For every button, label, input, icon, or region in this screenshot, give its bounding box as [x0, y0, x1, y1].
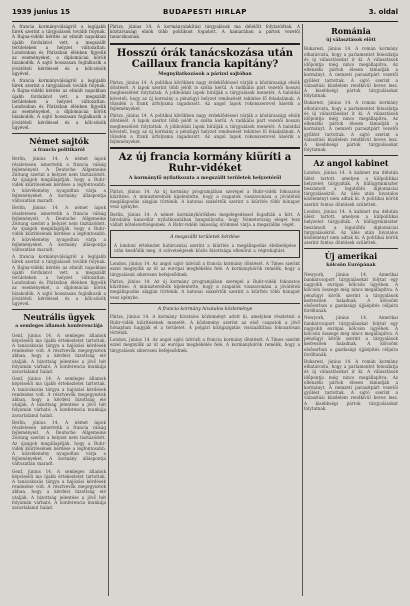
- article-subheadline: Megnyilatkozások a párizsi sajtóban: [158, 71, 252, 77]
- article-headline: Neutrális ügyek: [23, 312, 95, 323]
- divider: [110, 185, 300, 186]
- article-subheadline: a semleges államok konferenciája: [15, 324, 103, 330]
- article-text: Bukarest, június 14. A román kormány elhatározta, hogy a parlamentet feloszlatja és új választásokat ír ki. A választások időpontja még nincs megállapítva. Az ellenzéki pártok élesen támadják a kormányt. A nemzeti parasztpárt vezetői gyűlést tartottak. A sajtó szerint a választási küzdelem rendkívül heves lesz. A kisebbségi pártok tárgyalásokat folytatnak.: [304, 100, 398, 153]
- article-headline: Az új francia kormány kiüríti a Ruhr-vidéket: [118, 152, 292, 175]
- header-date: 1939 junius 15: [12, 8, 71, 16]
- article-text: Genf, június 14. A semleges államok képviselői ma újabb értekezletet tartottak. A tanácskozás tárgya a hajózási kérdések rendezése volt. A résztvevők megegyeztek abban, hogy a kérdést bizottság elé utalják. A bizottság jelentése a jövő hét folyamán várható. A konferencia munkája zavartalanul halad.: [12, 332, 106, 374]
- article-subheadline: a francia politikáról: [33, 148, 85, 154]
- column-left: [12, 24, 106, 596]
- article-text: Genf, június 14. A semleges államok képviselői ma újabb értekezletet tartottak. A tanácskozás tárgya a hajózási kérdések rendezése volt. A résztvevők megegyeztek abban, hogy a kérdést bizottság elé utalják. A bizottság jelentése a jövő hét folyamán várható. A konferencia munkája zavartalanul halad.: [12, 376, 106, 418]
- article-text: Párizs, június 14. A politikai körökben nagy érdeklődéssel várják a köztársasági elnök döntését. A lapok szerint több jelölt is szóba kerül. A radikális párt vezetői hosszú megbeszélést folytattak. A jobboldali lapok bírálják a tárgyalások menetét. A baloldal követeli, hogy az új kormány a pénzügyi helyzet rendezését tekintse fő feladatának. A tőzsdén a frank árfolyama ingadozott. Az angol lapok rokonszenvvel kísérik a fejleményeket.: [110, 113, 300, 145]
- article-text: Párizs, június 14. A kormány hivatalos közleményt adott ki, amelyben részletezi a Ruhr-vidék kiürítésének menetét. A közlemény szerint az első csapatok a jövő hónapban hagyják el a területet. A polgári közigazgatás visszaállítása fokozatosan történik.: [110, 314, 300, 335]
- article-text: Berlin, június 14. A német lapok részletesen ismertetik a francia válság fejleményeit. A Deutsche Allgemeine Zeitung szerint a helyzet nem tisztázódott. Az újságok megállapítják, hogy a Ruhr-vidék kiürítésének kérdése a legfontosabb. A közvélemény nyugodtan várja a fejleményeket. A kormány álláspontja változatlan maradt.: [12, 205, 106, 252]
- article-text: London, június 14. A kabinet ma délután ülést tartott, amelyen a külpolitikai helyzetet tárgyalták. A külügyminiszter beszámolt a legutóbbi diplomáciai tárgyalásokról. Az ülés után hivatalos közleményt nem adtak ki. A politikai körök szerint fontos döntések születtek.: [304, 170, 398, 207]
- section-headline: A francia kormány hivatalos közleménye: [157, 306, 253, 312]
- column-right: [304, 24, 398, 596]
- article-text: Párizs, június 14. A politikai körökben nagy érdeklődéssel várják a köztársasági elnök döntését. A lapok szerint több jelölt is szóba kerül. A radikális párt vezetői hosszú megbeszélést folytattak. A jobboldali lapok bírálják a tárgyalások menetét. A baloldal követeli, hogy az új kormány a pénzügyi helyzet rendezését tekintse fő feladatának. A tőzsdén a frank árfolyama ingadozott. Az angol lapok rokonszenvvel kísérik a fejleményeket.: [110, 80, 300, 112]
- article-text: Genf, június 14. A semleges államok képviselői ma újabb értekezletet tartottak. A tanácskozás tárgya a hajózási kérdések rendezése volt. A résztvevők megegyeztek abban, hogy a kérdést bizottság elé utalják. A bizottság jelentése a jövő hét folyamán várható. A konferencia munkája zavartalanul halad.: [12, 468, 106, 511]
- header-rule: [12, 21, 398, 22]
- divider: [110, 147, 300, 149]
- article-headline: Német sajtók: [29, 136, 89, 147]
- article-text: Párizs, június 14. Az új kormány programjában szerepel a Ruhr-vidék fokozatos kiürítése. A miniszterelnök kijelentette, hogy a csapatok visszavonása a jóvátételi megállapodás alapján történik. A katonai szakértők szerint a kiürítés több hónapot vesz igénybe.: [110, 188, 300, 210]
- article-subheadline: A kormányfő nyilatkozata a megszállt területek helyzetéről: [128, 176, 282, 182]
- box-headline: A megszállt területek kérdése: [170, 235, 240, 241]
- article-text: A francia kormányválságról a legújabb hírek szerint a tárgyalások tovább folynak. A Rajna-vidéki kérdés az elmúlt napokban újabb fordulatot vett, a megszállt területeken a helyzet változatlan. Londonban és Párizsban élénken figyelik az eseményeket, a diplomáciai körök bizakodók. A sajtó hosszasan foglalkozik a jóvátételi kérdéssel és a kölcsönök ügyével.: [12, 24, 106, 76]
- column-center: [110, 24, 300, 596]
- article-headline: Hosszú órák tanácskozása után Caillaux francia kapitány?: [116, 47, 294, 70]
- article-text: Bukarest, június 14. A román kormány elhatározta, hogy a parlamentet feloszlatja és új választásokat ír ki. A választások időpontja még nincs megállapítva. Az ellenzéki pártok élesen támadják a kormányt. A nemzeti parasztpárt vezetői gyűlést tartottak. A sajtó szerint a választási küzdelem rendkívül heves lesz. A kisebbségi pártok tárgyalásokat folytatnak.: [304, 46, 398, 99]
- article-text: London, június 14. A kabinet ma délután ülést tartott, amelyen a külpolitikai helyzetet tárgyalták. A külügyminiszter beszámolt a legutóbbi diplomáciai tárgyalásokról. Az ülés után hivatalos közleményt nem adtak ki. A politikai körök szerint fontos döntések születtek.: [304, 208, 398, 246]
- article-text: London, június 14. Az angol sajtó üdvözli a francia kormány döntését. A Times szerint ezzel megnyílik az út az európai megbékélés felé. A kormánykörök remélik, hogy a tárgyalások sikeresen befejeződnek.: [110, 337, 300, 353]
- article-text: Berlin, június 14. A német lapok részletesen ismertetik a francia válság fejleményeit. A Deutsche Allgemeine Zeitung szerint a helyzet nem tisztázódott. Az újságok megállapítják, hogy a Ruhr-vidék kiürítésének kérdése a legfontosabb. A közvélemény nyugodtan várja a fejleményeket. A kormány álláspontja változatlan maradt.: [12, 156, 106, 204]
- header-paper-title: BUDAPESTI HIRLAP: [163, 8, 247, 16]
- article-text: Newyork, június 14. Amerikai bankárcsoport tárgyalásokat folytat egy nagyobb európai kölcsön ügyében. A kölcsön összege még nincs megállapítva. A pénzügyi körök szerint a tárgyalások kedvezően haladnak. A kölcsönt elsősorban a gazdasági újjáépítés céljaira fordítanák.: [304, 271, 398, 314]
- article-subheadline: kölcsön Európának: [326, 263, 376, 269]
- page-header: [12, 6, 398, 20]
- divider: [110, 43, 300, 45]
- boxed-notice: [110, 230, 300, 258]
- article-headline: Románia: [331, 26, 371, 36]
- divider: [304, 155, 398, 156]
- divider: [12, 133, 106, 134]
- divider: [110, 303, 300, 304]
- box-text: A londoni értekezlet határozatai szerint a kiürítés a megállapodás életbelépése után kezdődik meg. A szövetségesek közös bizottsága ellenőrzi a végrehajtást.: [114, 242, 296, 254]
- article-text: Berlin, június 14. A német kormánykörökben megelégedéssel fogadták a hírt. A birodalmi kancellár nyilatkozatában hangsúlyozta, hogy Németország eleget tesz vállalt kötelezettségeinek. A Ruhr-vidéki lakosság örömmel várja a megszállás végét.: [110, 211, 300, 228]
- article-text: Newyork, június 14. Amerikai bankárcsoport tárgyalásokat folytat egy nagyobb európai kölcsön ügyében. A kölcsön összege még nincs megállapítva. A pénzügyi körök szerint a tárgyalások kedvezően haladnak. A kölcsönt elsősorban a gazdasági újjáépítés céljaira fordítanák.: [304, 315, 398, 357]
- article-text: A francia kormányválságról a legújabb hírek szerint a tárgyalások tovább folynak. A Rajna-vidéki kérdés az elmúlt napokban újabb fordulatot vett, a megszállt területeken a helyzet változatlan. Londonban és Párizsban élénken figyelik az eseményeket, a diplomáciai körök bizakodók. A sajtó hosszasan foglalkozik a jóvátételi kérdéssel és a kölcsönök ügyével.: [12, 254, 106, 306]
- article-text: A francia kormányválságról a legújabb hírek szerint a tárgyalások tovább folynak. A Rajna-vidéki kérdés az elmúlt napokban újabb fordulatot vett, a megszállt területeken a helyzet változatlan. Londonban és Párizsban élénken figyelik az eseményeket, a diplomáciai körök bizakodók. A sajtó hosszasan foglalkozik a jóvátételi kérdéssel és a kölcsönök ügyével.: [12, 78, 106, 130]
- divider: [12, 309, 106, 310]
- column-divider-1: [108, 24, 109, 596]
- header-page-number: 3. oldal: [368, 8, 398, 16]
- article-text: Berlin, június 14. A német lapok részletesen ismertetik a francia válság fejleményeit. A Deutsche Allgemeine Zeitung szerint a helyzet nem tisztázódott. Az újságok megállapítják, hogy a Ruhr-vidék kiürítésének kérdése a legfontosabb. A közvélemény nyugodtan várja a fejleményeket. A kormány álláspontja változatlan maradt.: [12, 419, 106, 467]
- article-text: London, június 14. Az angol sajtó üdvözli a francia kormány döntését. A Times szerint ezzel megnyílik az út az európai megbékélés felé. A kormánykörök remélik, hogy a tárgyalások sikeresen befejeződnek.: [110, 261, 300, 277]
- column-divider-2: [302, 24, 303, 596]
- article-text: Párizs, június 14. A kormányalakítási tárgyalások ma délelőtt folytatódtak. A köztársasági elnök több politikust fogadott. A kamarában a pártok vezetői tanácskoznak.: [110, 24, 300, 40]
- article-text: Párizs, június 14. Az új kormány programjában szerepel a Ruhr-vidék fokozatos kiürítése. A miniszterelnök kijelentette, hogy a csapatok visszavonása a jóvátételi megállapodás alapján történik. A katonai szakértők szerint a kiürítés több hónapot vesz igénybe.: [110, 278, 300, 300]
- article-headline: Az angol kabinet: [313, 158, 389, 169]
- article-text: Bukarest, június 14. A román kormány elhatározta, hogy a parlamentet feloszlatja és új választásokat ír ki. A választások időpontja még nincs megállapítva. Az ellenzéki pártok élesen támadják a kormányt. A nemzeti parasztpárt vezetői gyűlést tartottak. A sajtó szerint a választási küzdelem rendkívül heves lesz. A kisebbségi pártok tárgyalásokat folytatnak.: [304, 358, 398, 411]
- article-subheadline: új választások előtt: [326, 38, 376, 43]
- article-headline: Új amerikai: [324, 251, 378, 262]
- divider: [304, 248, 398, 249]
